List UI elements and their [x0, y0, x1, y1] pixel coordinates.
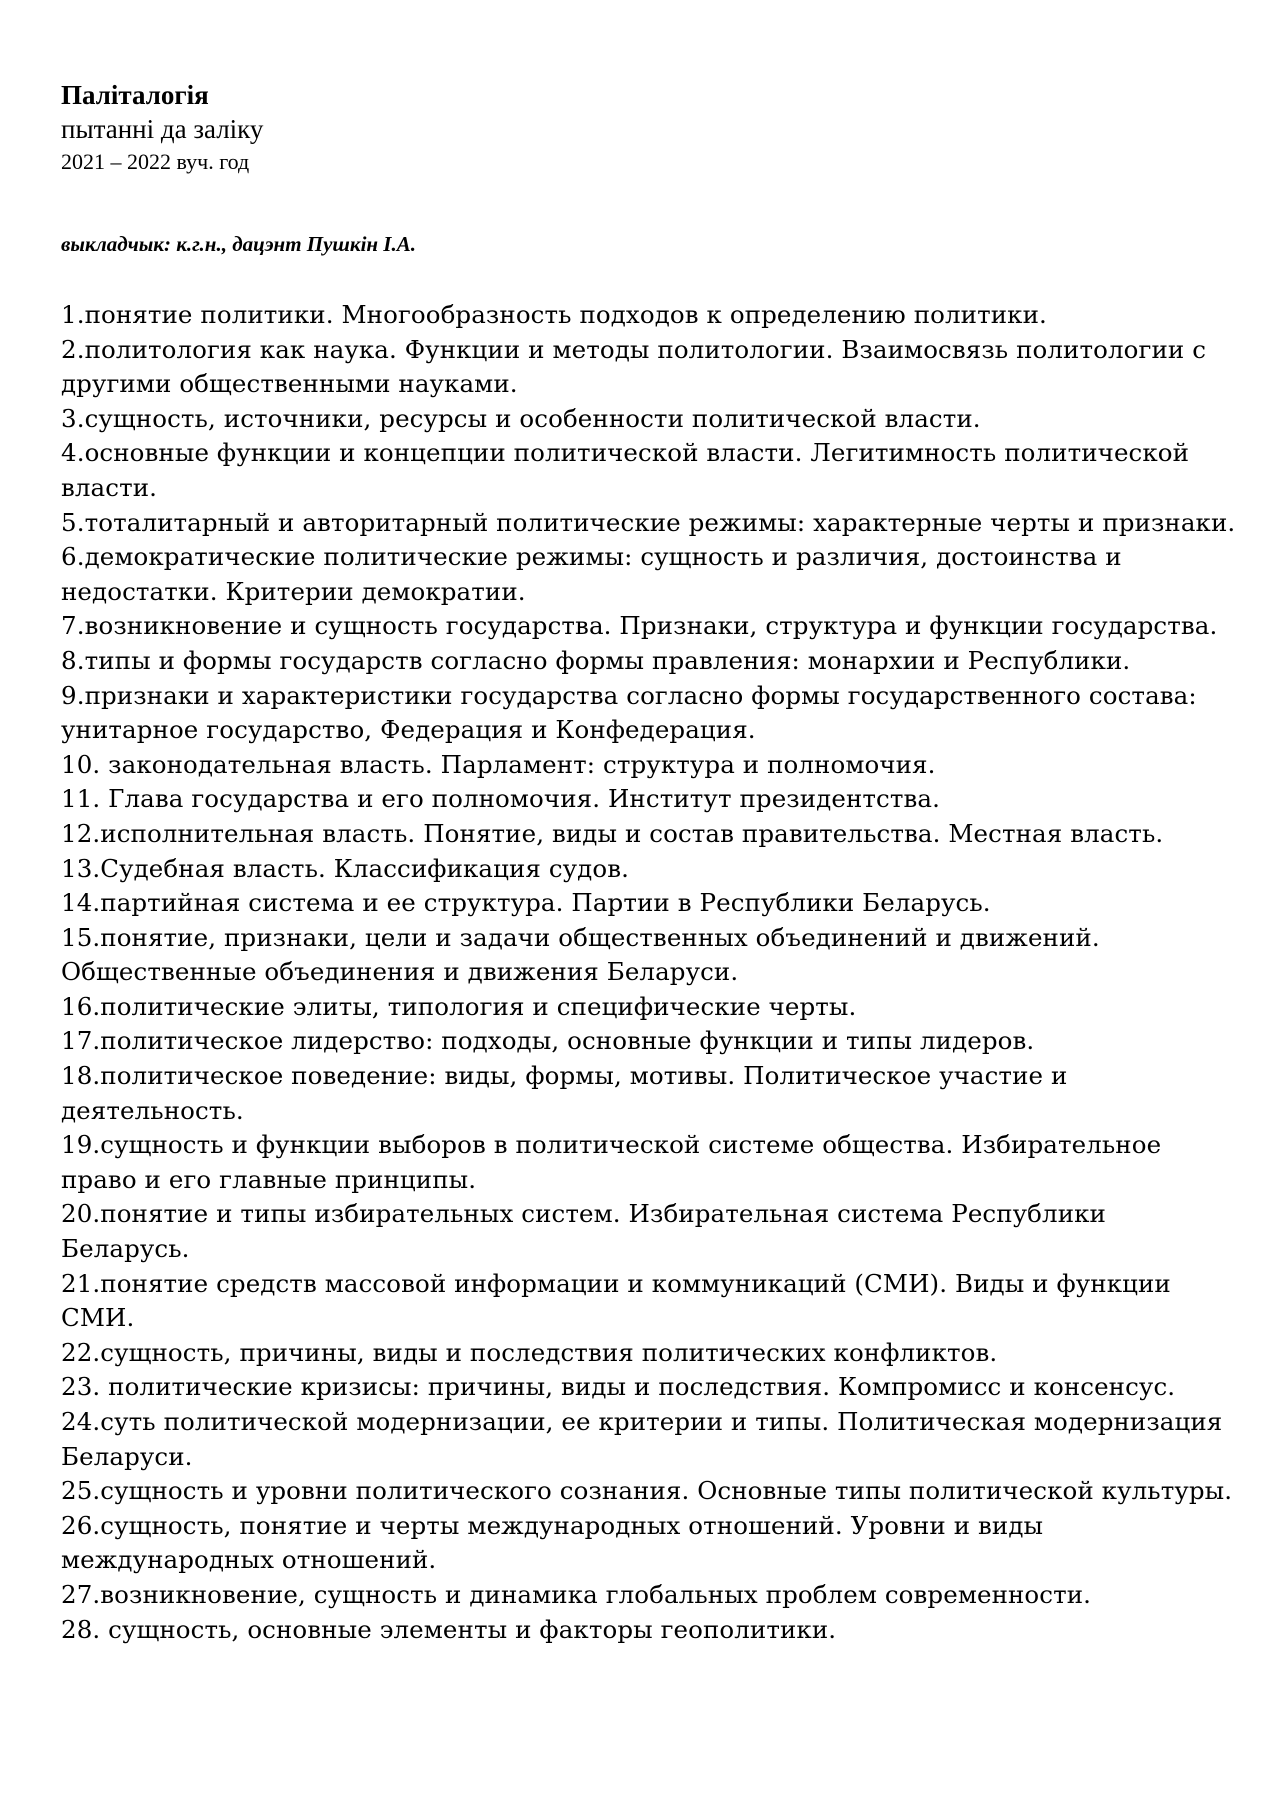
question-item: 19.сущность и функции выборов в политической системе общества. Избирательное право и его главные принципы.: [61, 1130, 1162, 1194]
question-item: 20.понятие и типы избирательных систем. Избирательная система Республики Беларусь.: [61, 1199, 1106, 1264]
question-item: 1.понятие политики. Многообразность подходов к определению политики.: [61, 300, 1047, 329]
question-item: 15.понятие, признаки, цели и задачи общественных объединений и движений. Общественные объединения и движения Беларуси.: [61, 922, 1100, 987]
question-item: 21.понятие средств массовой информации и коммуникаций (СМИ). Виды и функции СМИ.: [61, 1268, 1171, 1333]
question-item: 4.основные функции и концепции политической власти. Легитимность политической власти.: [61, 438, 1190, 502]
document-title: Паліталогія: [61, 80, 209, 110]
academic-year: 2021 – 2022 вуч. год: [61, 149, 250, 174]
question-item: 17.политическое лидерство: подходы, основные функции и типы лидеров.: [61, 1026, 1035, 1056]
document-subtitle: пытанні да заліку: [61, 114, 264, 144]
question-item: 2.политология как наука. Функции и методы политологии. Взаимосвязь политологии с другими общественными науками.: [61, 334, 1207, 399]
question-item: 7.возникновение и сущность государства. Признаки, структура и функции государства.: [61, 611, 1218, 641]
question-item: 26.сущность, понятие и черты международных отношений. Уровни и виды международных отношений.: [61, 1510, 1044, 1575]
question-item: 27.возникновение, сущность и динамика глобальных проблем современности.: [61, 1579, 1092, 1609]
question-item: 14.партийная система и ее структура. Партии в Республики Беларусь.: [61, 888, 991, 918]
question-item: 8.типы и формы государств согласно формы правления: монархии и Республики.: [61, 645, 1131, 675]
question-item: 25.сущность и уровни политического сознания. Основные типы политической культуры.: [61, 1476, 1233, 1506]
question-item: 16.политические элиты, типология и специфические черты.: [61, 991, 857, 1021]
question-item: 13.Судебная власть. Классификация судов.: [61, 853, 630, 883]
question-item: 3.сущность, источники, ресурсы и особенности политической власти.: [61, 403, 981, 433]
question-item: 22.сущность, причины, виды и последствия политических конфликтов.: [61, 1337, 998, 1367]
lecturer-line: выкладчык: к.г.н., дацэнт Пушкін І.А.: [61, 232, 416, 256]
question-item: 24.суть политической модернизации, ее критерии и типы. Политическая модернизация Беларуси.: [61, 1407, 1223, 1471]
question-list: [61, 298, 1241, 1647]
document-page: [61, 78, 1241, 1647]
question-item: 11. Глава государства и его полномочия. Институт президентства.: [61, 784, 941, 814]
question-item: 6.демократические политические режимы: сущность и различия, достоинства и недостатки. Критерии демократии.: [61, 542, 1122, 606]
question-item: 23. политические кризисы: причины, виды и последствия. Компромисс и консенсус.: [61, 1372, 1176, 1402]
question-item: 9.признаки и характеристики государства согласно формы государственного состава: унитарное государство, Федерация и Конфедерация.: [61, 680, 1197, 745]
question-item: 12.исполнительная власть. Понятие, виды и состав правительства. Местная власть.: [61, 818, 1164, 848]
question-item: 28. сущность, основные элементы и факторы геополитики.: [61, 1614, 837, 1644]
question-item: 10. законодательная власть. Парламент: структура и полномочия.: [61, 749, 936, 779]
question-item: 5.тоталитарный и авторитарный политические режимы: характерные черты и признаки.: [61, 507, 1236, 537]
question-item: 18.политическое поведение: виды, формы, мотивы. Политическое участие и деятельность.: [61, 1061, 1068, 1125]
